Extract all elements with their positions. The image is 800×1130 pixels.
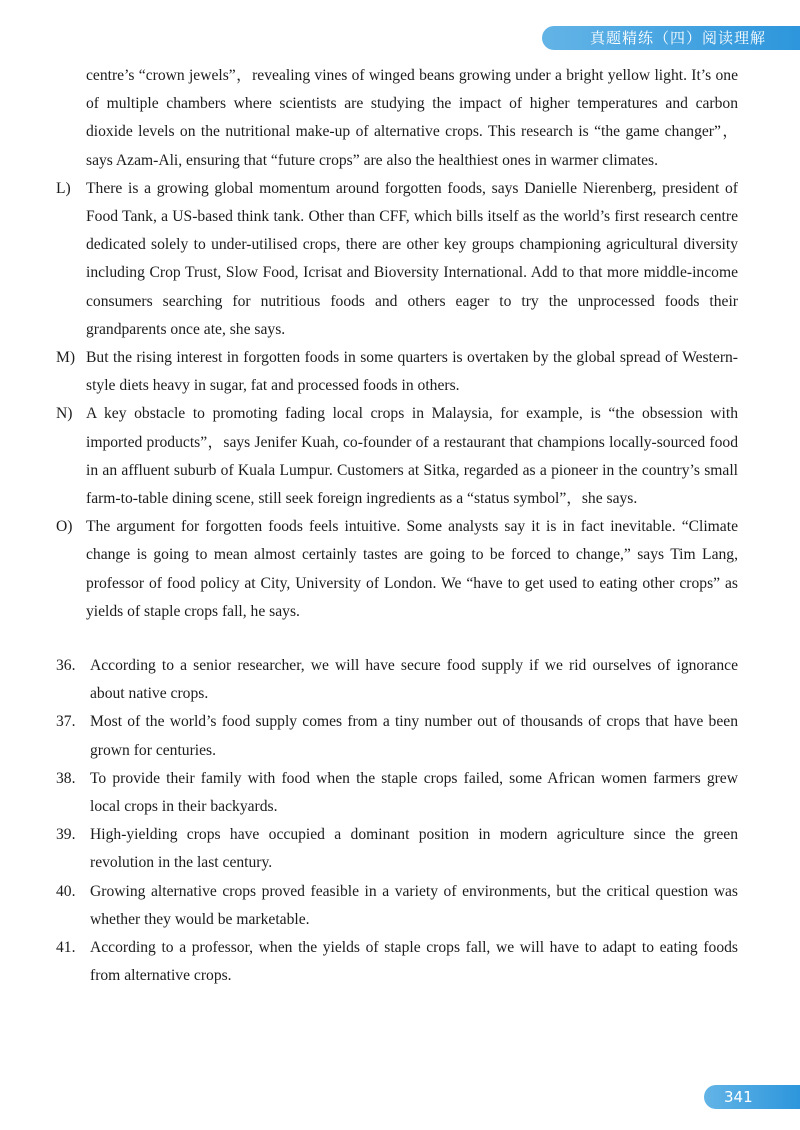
question-text: High-yielding crops have occupied a dominant position in modern agriculture since the green revolution in the last century.: [90, 826, 738, 872]
paragraph-label: M): [56, 349, 76, 367]
paragraph-label: L): [56, 179, 71, 197]
question-37: [56, 708, 738, 764]
paragraph-text: But the rising interest in forgotten foods in some quarters is overtaken by the global spread of Western-style diets heavy in sugar, fat and processed foods in others.: [86, 349, 738, 395]
question-text: According to a senior researcher, we will have secure food supply if we rid ourselves of ignorance about native crops.: [90, 657, 738, 703]
paragraph-m: [56, 344, 738, 400]
question-39: [56, 821, 738, 877]
question-number: 37.: [56, 713, 76, 731]
section-header-banner: [542, 26, 800, 50]
question-40: [56, 878, 738, 934]
paragraph-label: N): [56, 405, 73, 423]
paragraph-text: A key obstacle to promoting fading local crops in Malaysia, for example, is “the obsession with imported products”，says Jenifer Kuah, co-founder of a restaurant that champions locally-sourced food in an affluent suburb of Kuala Lumpur. Customers at Sitka, regarded as a pioneer in the country’s small farm-to-table dining scene, still seek foreign ingredients as a “status symbol”，she says.: [86, 405, 738, 508]
paragraph-l: [56, 175, 738, 344]
question-41: [56, 934, 738, 990]
paragraph-label: O): [56, 518, 73, 536]
question-text: According to a professor, when the yields of staple crops fall, we will have to adapt to eating foods from alternative crops.: [90, 939, 738, 985]
page-number-tab: [704, 1085, 800, 1109]
question-number: 38.: [56, 769, 76, 787]
page-number: 341: [724, 1088, 753, 1106]
question-number: 39.: [56, 826, 76, 844]
question-list: [56, 652, 738, 990]
question-38: [56, 765, 738, 821]
paragraph-n: [56, 400, 738, 513]
question-text: Most of the world’s food supply comes from a tiny number out of thousands of crops that have been grown for centuries.: [90, 713, 738, 759]
paragraph-text: The argument for forgotten foods feels intuitive. Some analysts say it is in fact inevitable. “Climate change is going to mean almost certainly tastes are going to be forced to change,” says Tim Lang, professor of food policy at City, University of London. We “have to get used to eating other crops” as yields of staple crops fall, he says.: [86, 518, 738, 620]
question-text: Growing alternative crops proved feasible in a variety of environments, but the critical question was whether they would be marketable.: [90, 882, 738, 928]
paragraph-text: There is a growing global momentum around forgotten foods, says Danielle Nierenberg, president of Food Tank, a US-based think tank. Other than CFF, which bills itself as the world’s first research centre dedicated solely to under-utilised crops, there are other key groups championing agricultural diversity including Crop Trust, Slow Food, Icrisat and Bioversity International. Add to that more middle-income consumers searching for nutritious foods and others eager to try the unprocessed foods their grandparents once ate, she says.: [86, 179, 738, 338]
passage-continuation: centre’s “crown jewels”，revealing vines of winged beans growing under a bright yellow light. It’s one of multiple chambers where scientists are studying the impact of higher temperatures and carbon dioxide levels on the nutritional make-up of alternative crops. This research is “the game changer”，says Azam-Ali, ensuring that “future crops” are also the healthiest ones in warmer climates.: [86, 67, 738, 169]
question-number: 36.: [56, 657, 76, 675]
question-text: To provide their family with food when the staple crops failed, some African women farmers grew local crops in their backyards.: [90, 769, 738, 816]
question-number: 40.: [56, 882, 76, 900]
question-36: [56, 652, 738, 708]
paragraph-o: [56, 513, 738, 626]
section-header-title: 真题精练（四）阅读理解: [589, 29, 766, 47]
question-number: 41.: [56, 939, 76, 957]
page-content: [56, 62, 738, 991]
